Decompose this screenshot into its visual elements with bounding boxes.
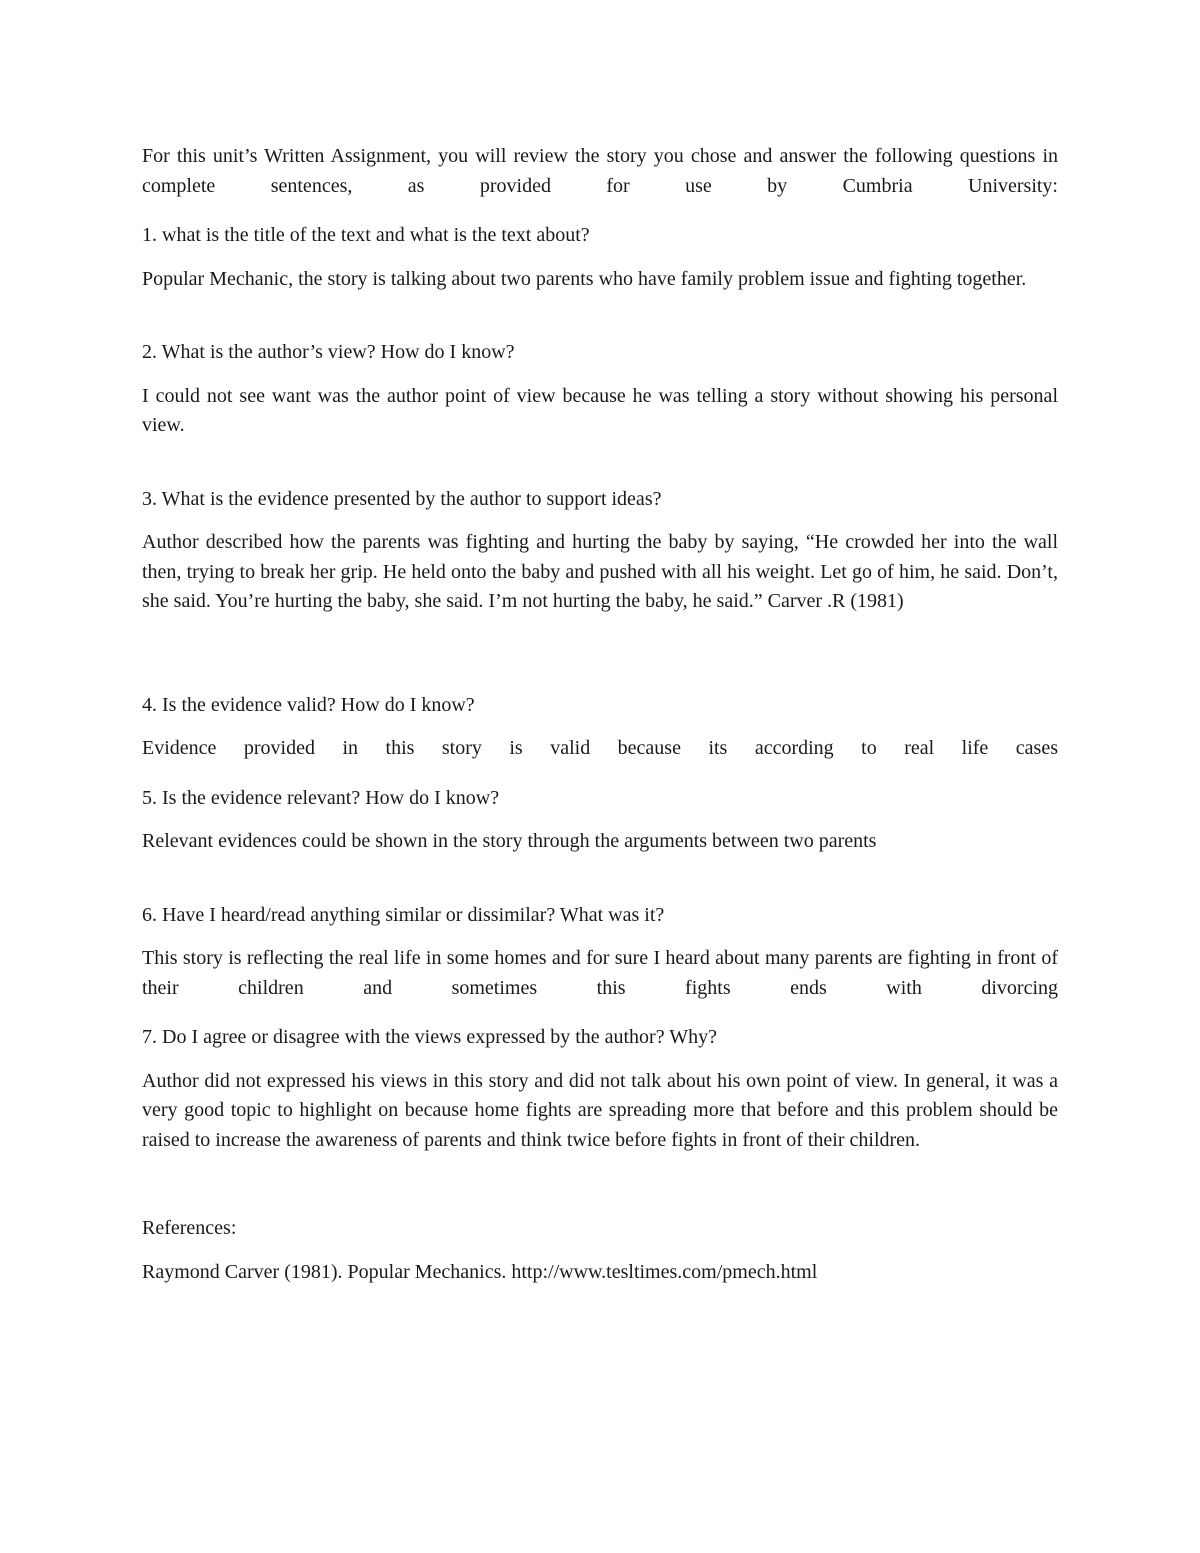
question-7: 7. Do I agree or disagree with the views expressed by the author? Why? xyxy=(142,1026,717,1048)
answer-3: Author described how the parents was fighting and hurting the baby by saying, “He crowded her into the wall then, trying to break her grip. He held onto the baby and pushed with all his weight. Let go of him, he said. Don’t, she said. You’re hurting the baby, she said. I’m not hurting the baby, he said.” Carver .R (1981) xyxy=(142,531,1058,612)
intro-line-2: questions in complete sentences, as provided for use by Cumbria University: xyxy=(142,145,1059,197)
document-body xyxy=(142,142,1058,1287)
answer-7: Author did not expressed his views in this story and did not talk about his own point of view. In general, it was a very good topic to highlight on because home fights are spreading more that before and this problem should be raised to increase the awareness of parents and think twice before fights in front of their children. xyxy=(142,1069,1058,1151)
question-2: 2. What is the author’s view? How do I know? xyxy=(142,341,515,363)
reference-entry: Raymond Carver (1981). Popular Mechanics. http://www.tesltimes.com/pmech.html xyxy=(142,1260,818,1283)
question-6: 6. Have I heard/read anything similar or dissimilar? What was it? xyxy=(142,903,665,926)
answer-6: This story is reflecting the real life in some homes and for sure I heard about many parents are fighting in front of their children and sometimes this fights ends with divorcing xyxy=(142,947,1058,999)
answer-2: I could not see want was the author point of view because he was telling a story without showing his personal view. xyxy=(142,384,1058,436)
question-5: 5. Is the evidence relevant? How do I know? xyxy=(142,786,500,809)
question-3: 3. What is the evidence presented by the author to support ideas? xyxy=(142,487,662,510)
references-heading: References: xyxy=(142,1217,237,1239)
question-1: 1. what is the title of the text and what is the text about? xyxy=(142,224,590,246)
intro-line-1: For this unit’s Written Assignment, you will review the story you chose and answer the following xyxy=(142,145,953,167)
answer-5: Relevant evidences could be shown in the story through the arguments between two parents xyxy=(142,830,877,852)
answer-1: Popular Mechanic, the story is talking about two parents who have family problem issue and fighting together. xyxy=(142,267,1027,290)
question-4: 4. Is the evidence valid? How do I know? xyxy=(142,693,475,716)
assignment-intro xyxy=(142,142,1058,201)
answer-4: Evidence provided in this story is valid because its according to real life cases xyxy=(142,737,1058,759)
